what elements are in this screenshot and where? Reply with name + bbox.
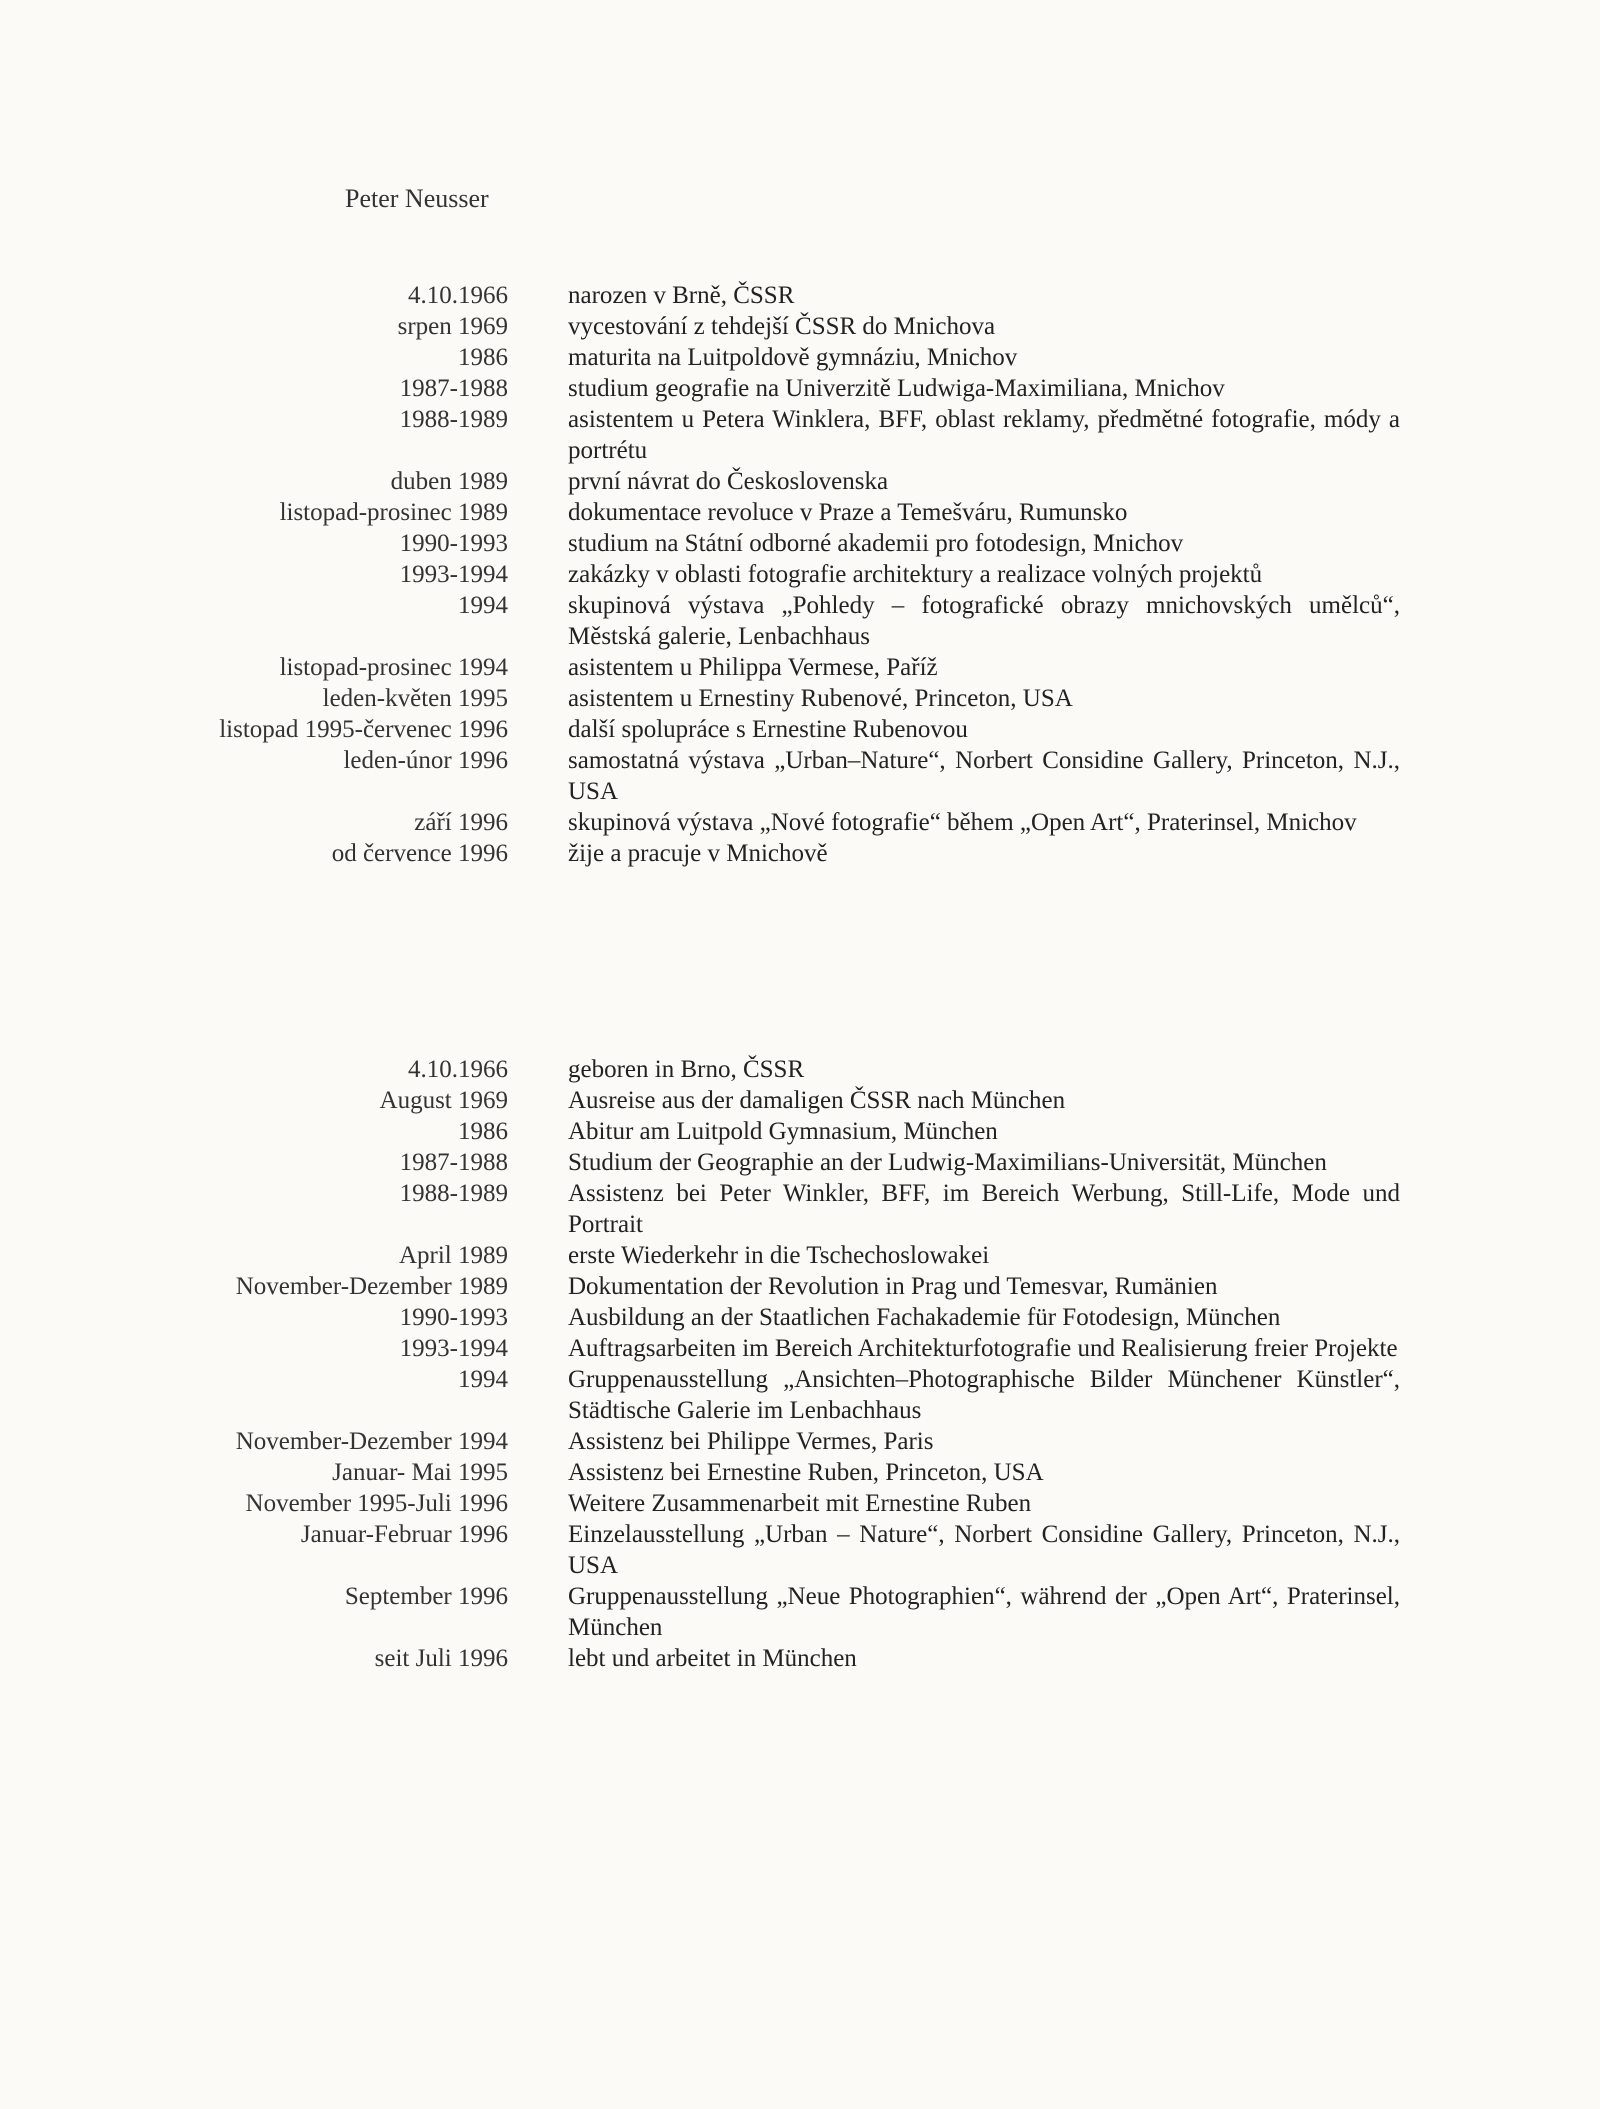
bio-date: 1987-1988 [399,1149,508,1176]
bio-row [150,1426,1400,1457]
bio-date: 1990-1993 [399,530,508,557]
bio-date: April 1989 [398,1242,508,1269]
bio-text: geboren in Brno, ČSSR [568,1056,805,1083]
bio-row [150,1147,1400,1178]
bio-date: 1986 [458,1118,508,1145]
bio-row [150,1302,1400,1333]
bio-date: November-Dezember 1989 [235,1273,508,1300]
bio-row [150,1488,1400,1519]
bio-text: samostatná výstava „Urban–Nature“, Norbert Considine Gallery, Princeton, N.J., USA [568,747,1400,805]
bio-text: první návrat do Československa [568,468,889,495]
bio-row [150,1178,1400,1240]
bio-date: seit Juli 1996 [374,1645,508,1672]
bio-date: leden-únor 1996 [343,747,508,774]
bio-row [150,373,1400,404]
bio-row [150,838,1400,869]
bio-text: zakázky v oblasti fotografie architektury a realizace volných projektů [568,561,1263,588]
bio-text: Abitur am Luitpold Gymnasium, München [568,1118,998,1145]
bio-date: Januar- Mai 1995 [332,1459,508,1486]
bio-date: 1988-1989 [399,406,508,433]
bio-row [150,528,1400,559]
bio-text: Auftragsarbeiten im Bereich Architekturfotografie und Realisierung freier Projekte [568,1335,1398,1362]
bio-date: 1988-1989 [399,1180,508,1207]
bio-date: 1987-1988 [399,375,508,402]
bio-row [150,1457,1400,1488]
bio-text: Dokumentation der Revolution in Prag und Temesvar, Rumänien [568,1273,1218,1300]
bio-text: Assistenz bei Ernestine Ruben, Princeton, USA [568,1459,1044,1486]
bio-row [150,1364,1400,1426]
bio-date: 1994 [458,592,508,619]
bio-date: listopad-prosinec 1994 [279,654,508,681]
bio-date: November 1995-Juli 1996 [245,1490,508,1517]
bio-date: 1986 [458,344,508,371]
bio-text: Assistenz bei Philippe Vermes, Paris [568,1428,934,1455]
bio-date: 1993-1994 [399,1335,508,1362]
bio-text: další spolupráce s Ernestine Rubenovou [568,716,968,743]
bio-date: listopad 1995-červenec 1996 [219,716,508,743]
page-title: Peter Neusser [345,184,489,213]
bio-text: Ausreise aus der damaligen ČSSR nach München [568,1087,1066,1114]
bio-date: Januar-Februar 1996 [300,1521,508,1548]
bio-row [150,1116,1400,1147]
bio-date: 1994 [458,1366,508,1393]
bio-text: asistentem u Petera Winklera, BFF, oblast reklamy, předmětné fotografie, módy a portrétu [568,406,1400,464]
bio-text: studium na Státní odborné akademii pro fotodesign, Mnichov [568,530,1184,557]
bio-row [150,1519,1400,1581]
bio-date: leden-květen 1995 [322,685,508,712]
bio-text: Weitere Zusammenarbeit mit Ernestine Ruben [568,1490,1032,1517]
bio-row [150,497,1400,528]
bio-text: dokumentace revoluce v Praze a Temešváru, Rumunsko [568,499,1128,526]
bio-row [150,590,1400,652]
bio-date: září 1996 [414,809,508,836]
bio-text: lebt und arbeitet in München [568,1645,857,1672]
bio-row [150,1271,1400,1302]
bio-text: maturita na Luitpoldově gymnáziu, Mnichov [568,344,1018,371]
bio-date: 4.10.1966 [408,282,508,309]
bio-row [150,1085,1400,1116]
bio-text: Studium der Geographie an der Ludwig-Maximilians-Universität, München [568,1149,1327,1176]
bio-text: erste Wiederkehr in die Tschechoslowakei [568,1242,990,1269]
bio-date: 4.10.1966 [408,1056,508,1083]
bio-row [150,559,1400,590]
bio-date: listopad-prosinec 1989 [279,499,508,526]
bio-row [150,280,1400,311]
bio-text: narozen v Brně, ČSSR [568,282,795,309]
bio-text: asistentem u Ernestiny Rubenové, Princeton, USA [568,685,1073,712]
bio-row [150,342,1400,373]
bio-date: August 1969 [379,1087,508,1114]
bio-row [150,1054,1400,1085]
bio-text: Assistenz bei Peter Winkler, BFF, im Bereich Werbung, Still-Life, Mode und Portrait [568,1180,1400,1238]
bio-row [150,1333,1400,1364]
bio-row [150,652,1400,683]
bio-row [150,807,1400,838]
bio-date: 1990-1993 [399,1304,508,1331]
bio-row [150,714,1400,745]
bio-text: Einzelausstellung „Urban – Nature“, Norbert Considine Gallery, Princeton, N.J., USA [568,1521,1400,1579]
bio-row [150,745,1400,807]
bio-text: skupinová výstava „Nové fotografie“ během „Open Art“, Praterinsel, Mnichov [568,809,1357,836]
bio-text: žije a pracuje v Mnichově [568,840,828,867]
bio-date: 1993-1994 [399,561,508,588]
bio-text: studium geografie na Univerzitě Ludwiga-Maximiliana, Mnichov [568,375,1225,402]
bio-text: Ausbildung an der Staatlichen Fachakademie für Fotodesign, München [568,1304,1281,1331]
bio-row [150,404,1400,466]
bio-date: duben 1989 [390,468,508,495]
bio-row [150,1581,1400,1643]
bio-text: vycestování z tehdejší ČSSR do Mnichova [568,313,996,340]
bio-text: Gruppenausstellung „Ansichten–Photographische Bilder Münchener Künstler“, Städtische Galerie im Lenbachhaus [568,1366,1400,1424]
bio-czech [150,280,1400,869]
bio-date: od července 1996 [331,840,508,867]
bio-row [150,683,1400,714]
bio-date: September 1996 [344,1583,508,1610]
bio-date: srpen 1969 [397,313,508,340]
bio-date: November-Dezember 1994 [235,1428,508,1455]
bio-row [150,1240,1400,1271]
bio-row [150,311,1400,342]
bio-text: asistentem u Philippa Vermese, Paříž [568,654,938,681]
bio-german [150,1054,1400,1674]
bio-text: Gruppenausstellung „Neue Photographien“, während der „Open Art“, Praterinsel, München [568,1583,1400,1641]
bio-row [150,1643,1400,1674]
bio-row [150,466,1400,497]
bio-text: skupinová výstava „Pohledy – fotografické obrazy mnichovských umělců“, Městská galerie, Lenbachhaus [568,592,1400,650]
